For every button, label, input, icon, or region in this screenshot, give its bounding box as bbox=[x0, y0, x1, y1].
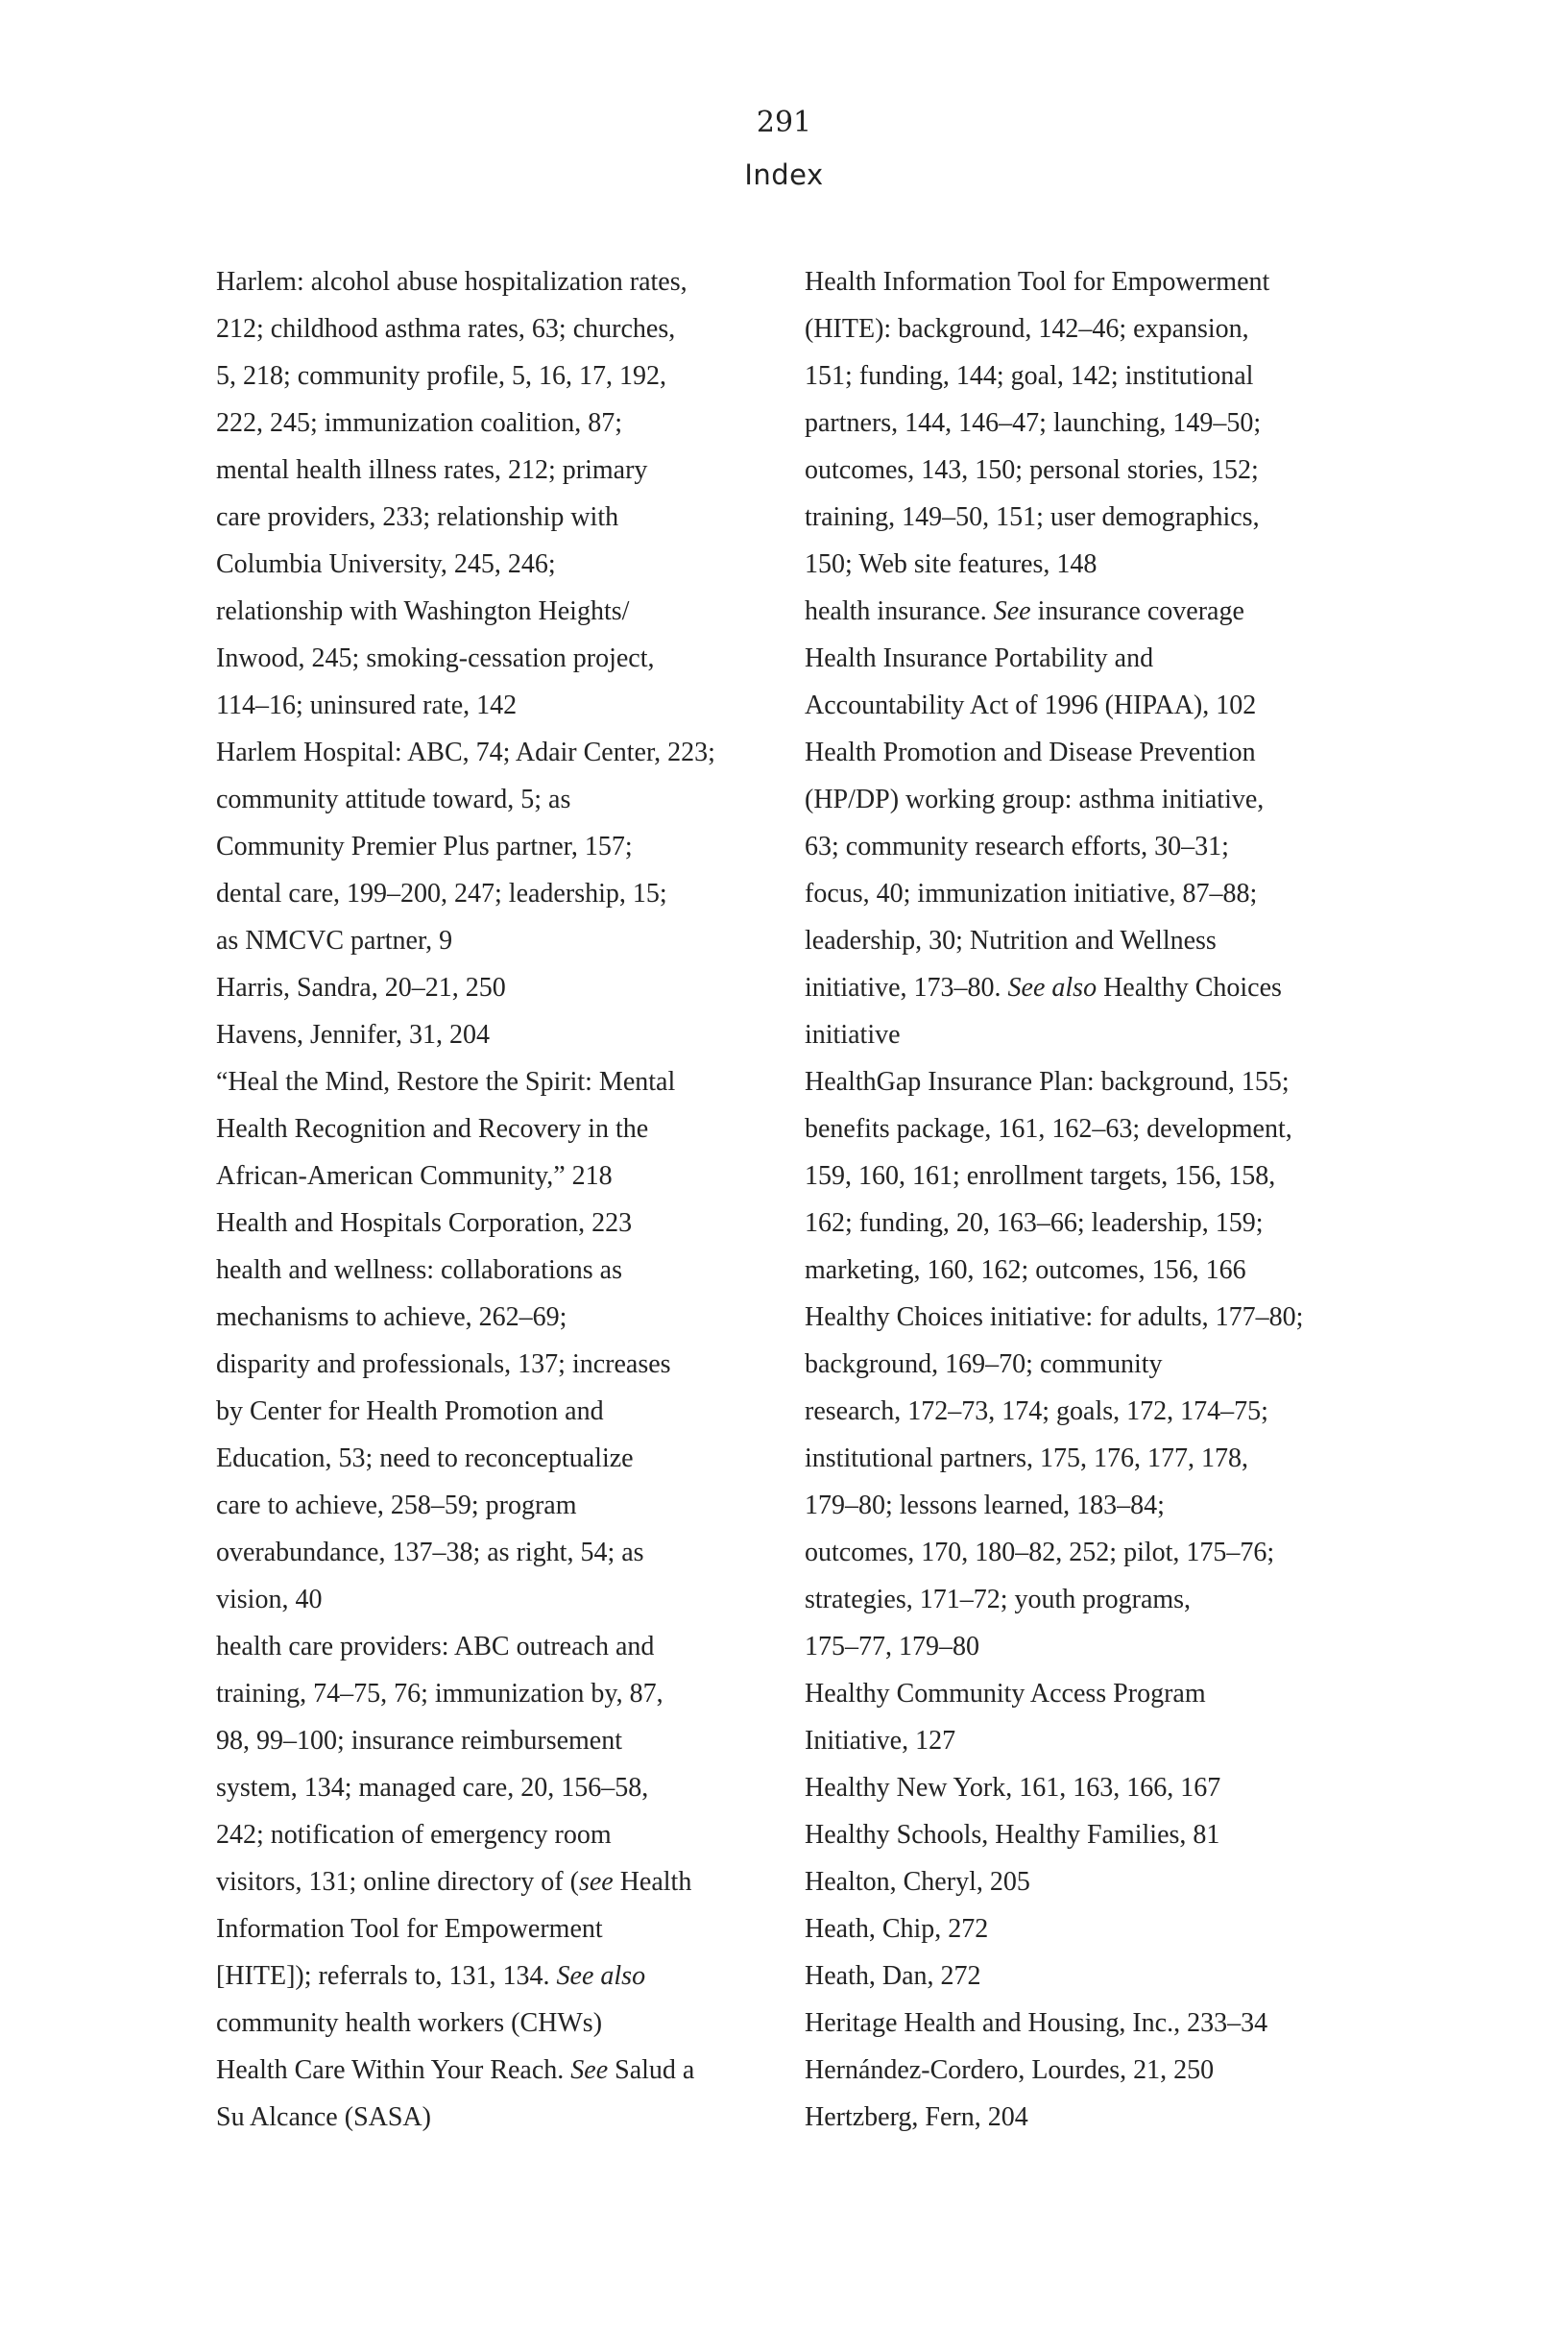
index-entry-heading-line: Heritage Health and Housing, Inc., 233–34 bbox=[805, 2008, 1268, 2038]
index-entry bbox=[805, 1952, 1381, 2000]
index-entry-subline: 151; funding, 144; goal, 142; institutional bbox=[805, 361, 1254, 391]
index-entry-subline: community health workers (CHWs) bbox=[216, 2008, 603, 2038]
index-entry-subline: mental health illness rates, 212; primary bbox=[216, 455, 648, 485]
index-entry-subline: institutional partners, 175, 176, 177, 178, bbox=[805, 1443, 1248, 1473]
index-entry-heading-line: Hertzberg, Fern, 204 bbox=[805, 2102, 1028, 2132]
index-entry-subline: training, 74–75, 76; immunization by, 87, bbox=[216, 1679, 663, 1709]
index-entry bbox=[805, 2047, 1381, 2094]
index-entry-subline: 175–77, 179–80 bbox=[805, 1632, 979, 1661]
index-entry bbox=[805, 635, 1381, 729]
index-entry-heading-line: Harris, Sandra, 20–21, 250 bbox=[216, 973, 506, 1003]
index-entry-subline: mechanisms to achieve, 262–69; bbox=[216, 1302, 567, 1332]
index-entry-subline: Inwood, 245; smoking-cessation project, bbox=[216, 643, 655, 673]
index-entry-subline: 63; community research efforts, 30–31; bbox=[805, 832, 1229, 861]
index-entry-heading-line: Healthy Choices initiative: for adults, 177–80; bbox=[805, 1302, 1304, 1332]
index-entry-subline: marketing, 160, 162; outcomes, 156, 166 bbox=[805, 1255, 1246, 1285]
index-entry-heading-line: Harlem Hospital: ABC, 74; Adair Center, 223; bbox=[216, 738, 715, 767]
index-entry-subline: [HITE]); referrals to, 131, 134. See also bbox=[216, 1961, 646, 1991]
index-entry-subline: Columbia University, 245, 246; bbox=[216, 549, 556, 579]
index-entry-heading-line: Hernández-Cordero, Lourdes, 21, 250 bbox=[805, 2055, 1215, 2085]
index-entry bbox=[216, 1623, 783, 2047]
index-entry-subline: system, 134; managed care, 20, 156–58, bbox=[216, 1773, 649, 1803]
index-entry-subline: 242; notification of emergency room bbox=[216, 1820, 612, 1850]
index-entry-subline: overabundance, 137–38; as right, 54; as bbox=[216, 1538, 644, 1567]
index-entry-subline: background, 169–70; community bbox=[805, 1349, 1163, 1379]
cross-reference-label: See also bbox=[1007, 973, 1098, 1003]
index-entry-subline: 159, 160, 161; enrollment targets, 156, 158, bbox=[805, 1161, 1276, 1191]
index-entry-subline: 162; funding, 20, 163–66; leadership, 159; bbox=[805, 1208, 1264, 1238]
index-entry-subline: initiative bbox=[805, 1020, 901, 1050]
index-entry-subline: initiative, 173–80. See also Healthy Choices bbox=[805, 973, 1282, 1003]
index-entry bbox=[805, 1811, 1381, 1858]
index-entry bbox=[805, 2000, 1381, 2047]
index-entry bbox=[805, 1670, 1381, 1764]
index-entry-subline: African-American Community,” 218 bbox=[216, 1161, 613, 1191]
index-entry-subline: Information Tool for Empowerment bbox=[216, 1914, 603, 1944]
index-entry-subline: Community Premier Plus partner, 157; bbox=[216, 832, 633, 861]
index-entry-subline: 179–80; lessons learned, 183–84; bbox=[805, 1491, 1165, 1520]
index-entry-subline: leadership, 30; Nutrition and Wellness bbox=[805, 926, 1217, 956]
index-entry bbox=[216, 1247, 783, 1623]
index-entry-subline: partners, 144, 146–47; launching, 149–50; bbox=[805, 408, 1262, 438]
index-entry-heading-line: “Heal the Mind, Restore the Spirit: Mental bbox=[216, 1067, 676, 1097]
index-entry-subline: outcomes, 143, 150; personal stories, 152; bbox=[805, 455, 1259, 485]
index-entry-subline: 5, 218; community profile, 5, 16, 17, 192, bbox=[216, 361, 666, 391]
index-entry-subline: 212; childhood asthma rates, 63; churches, bbox=[216, 314, 676, 344]
index-column-left bbox=[216, 258, 783, 2141]
index-entry-heading-line: Health Promotion and Disease Prevention bbox=[805, 738, 1256, 767]
index-entry-subline: (HP/DP) working group: asthma initiative, bbox=[805, 785, 1265, 814]
index-entry-heading-line: Heath, Chip, 272 bbox=[805, 1914, 989, 1944]
index-entry-subline: visitors, 131; online directory of (see Health bbox=[216, 1867, 692, 1897]
index-entry-subline: 114–16; uninsured rate, 142 bbox=[216, 691, 518, 720]
index-entry-subline: Accountability Act of 1996 (HIPAA), 102 bbox=[805, 691, 1257, 720]
cross-reference-label: see bbox=[578, 1867, 614, 1897]
index-entry-subline: 222, 245; immunization coalition, 87; bbox=[216, 408, 623, 438]
index-entry bbox=[805, 1764, 1381, 1811]
index-entry-subline: Initiative, 127 bbox=[805, 1726, 956, 1756]
index-entry bbox=[805, 588, 1381, 635]
index-entry-heading-line: Heath, Dan, 272 bbox=[805, 1961, 981, 1991]
index-entry-heading-line: Healthy Schools, Healthy Families, 81 bbox=[805, 1820, 1220, 1850]
index-entry bbox=[216, 258, 783, 729]
index-entry-subline: (HITE): background, 142–46; expansion, bbox=[805, 314, 1249, 344]
index-entry bbox=[216, 2047, 783, 2141]
cross-reference-label: See bbox=[570, 2055, 609, 2085]
index-column-right bbox=[805, 258, 1381, 2141]
index-entry-heading-line: Harlem: alcohol abuse hospitalization rates, bbox=[216, 267, 688, 297]
index-entry-subline: 98, 99–100; insurance reimbursement bbox=[216, 1726, 623, 1756]
index-entry bbox=[805, 2094, 1381, 2141]
index-entry-heading-line: health insurance. See insurance coverage bbox=[805, 596, 1244, 626]
index-entry-subline: strategies, 171–72; youth programs, bbox=[805, 1585, 1192, 1614]
index-entry bbox=[216, 964, 783, 1011]
index-entry-subline: vision, 40 bbox=[216, 1585, 323, 1614]
index-entry bbox=[805, 729, 1381, 1058]
index-entry-subline: care to achieve, 258–59; program bbox=[216, 1491, 577, 1520]
index-entry-subline: outcomes, 170, 180–82, 252; pilot, 175–76; bbox=[805, 1538, 1275, 1567]
index-entry bbox=[805, 1058, 1381, 1294]
index-entry bbox=[805, 1905, 1381, 1952]
index-entry bbox=[805, 1294, 1381, 1670]
index-entry bbox=[216, 729, 783, 964]
index-entry-subline: Su Alcance (SASA) bbox=[216, 2102, 431, 2132]
page-number: 291 bbox=[756, 106, 812, 139]
index-entry-heading-line: Healton, Cheryl, 205 bbox=[805, 1867, 1030, 1897]
index-entry-subline: relationship with Washington Heights/ bbox=[216, 596, 630, 626]
index-entry-heading-line: HealthGap Insurance Plan: background, 155; bbox=[805, 1067, 1290, 1097]
index-entry bbox=[216, 1011, 783, 1058]
index-entry-heading-line: health care providers: ABC outreach and bbox=[216, 1632, 655, 1661]
index-entry-subline: Health Recognition and Recovery in the bbox=[216, 1114, 649, 1144]
index-entry-subline: care providers, 233; relationship with bbox=[216, 502, 619, 532]
index-entry-subline: training, 149–50, 151; user demographics, bbox=[805, 502, 1260, 532]
index-entry-heading-line: Health Care Within Your Reach. See Salud a bbox=[216, 2055, 695, 2085]
index-entry-heading-line: Havens, Jennifer, 31, 204 bbox=[216, 1020, 491, 1050]
index-entry-heading-line: Healthy Community Access Program bbox=[805, 1679, 1206, 1709]
index-entry bbox=[805, 258, 1381, 588]
index-entry-subline: dental care, 199–200, 247; leadership, 15; bbox=[216, 879, 667, 909]
index-entry-subline: benefits package, 161, 162–63; development, bbox=[805, 1114, 1292, 1144]
index-entry-subline: by Center for Health Promotion and bbox=[216, 1396, 604, 1426]
index-entry bbox=[805, 1858, 1381, 1905]
index-entry-subline: disparity and professionals, 137; increases bbox=[216, 1349, 671, 1379]
index-entry-heading-line: Health Information Tool for Empowerment bbox=[805, 267, 1270, 297]
index-entry-subline: focus, 40; immunization initiative, 87–88; bbox=[805, 879, 1258, 909]
index-entry-heading-line: health and wellness: collaborations as bbox=[216, 1255, 622, 1285]
index-entry-subline: Education, 53; need to reconceptualize bbox=[216, 1443, 634, 1473]
index-entry-heading-line: Healthy New York, 161, 163, 166, 167 bbox=[805, 1773, 1221, 1803]
index-entry bbox=[216, 1058, 783, 1200]
cross-reference-label: See also bbox=[556, 1961, 646, 1991]
index-entry-heading-line: Health and Hospitals Corporation, 223 bbox=[216, 1208, 633, 1238]
index-entry bbox=[216, 1200, 783, 1247]
index-entry-subline: community attitude toward, 5; as bbox=[216, 785, 571, 814]
index-entry-subline: research, 172–73, 174; goals, 172, 174–75; bbox=[805, 1396, 1268, 1426]
cross-reference-label: See bbox=[993, 596, 1031, 626]
index-entry-subline: as NMCVC partner, 9 bbox=[216, 926, 453, 956]
index-entry-subline: 150; Web site features, 148 bbox=[805, 549, 1098, 579]
page-title: Index bbox=[744, 158, 824, 191]
index-entry-heading-line: Health Insurance Portability and bbox=[805, 643, 1154, 673]
